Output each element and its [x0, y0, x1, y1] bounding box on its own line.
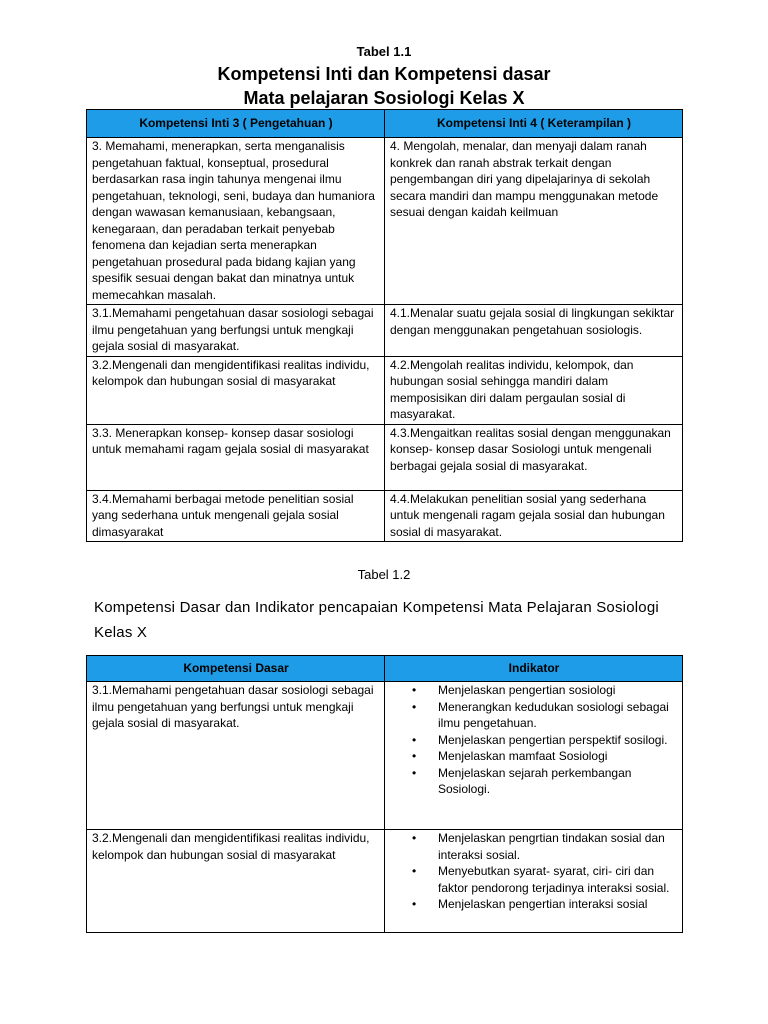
- kd-3-1-cell: 3.1.Memahami pengetahuan dasar sosiologi sebagai ilmu pengetahuan yang berfungsi untuk mengkaji gejala sosial di masyarakat.: [87, 682, 385, 830]
- competency-table: [86, 109, 683, 542]
- indicator-list: [390, 682, 678, 798]
- kd-4-4-cell: 4.4.Melakukan penelitian sosial yang sederhana untuk mengenali ragam gejala sosial dan hubungan sosial di masyarakat.: [385, 490, 683, 542]
- table-row: [87, 490, 683, 542]
- indicator-table: [86, 655, 683, 933]
- table1-label: Tabel 1.1: [356, 44, 412, 59]
- list-item: • Menerangkan kedudukan sosiologi sebagai ilmu pengetahuan.: [438, 699, 678, 732]
- ki3-cell: 3. Memahami, menerapkan, serta menganalisis pengetahuan faktual, konseptual, prosedural berdasarkan rasa ingin tahunya mengenai ilmu pengetahuan, teknologi, seni, budaya dan humaniora dengan wawasan kemanusiaan, kebangsaan, kenegaraan, dan peradaban terkait penyebab fenomena dan kejadian serta menerapkan pengetahuan prosedural pada bidang kajian yang spesifik sesuai dengan bakat dan minatnya untuk memecahkan masalah.: [87, 138, 385, 305]
- list-item: • Menjelaskan pengertian perspektif sosilogi.: [438, 732, 678, 749]
- list-item: • Menjelaskan mamfaat Sosiologi: [438, 748, 678, 765]
- indicator-list: [390, 830, 678, 913]
- kd-3-3-cell: 3.3. Menerapkan konsep- konsep dasar sosiologi untuk memahami ragam gejala sosial di masyarakat: [87, 424, 385, 490]
- header-ki4: Kompetensi Inti 4 ( Keterampilan ): [385, 110, 683, 138]
- indicator-list-cell: [385, 830, 683, 933]
- table2-title: Kompetensi Dasar dan Indikator pencapaian Kompetensi Mata Pelajaran Sosiologi Kelas X: [94, 599, 659, 641]
- kd-3-4-cell: 3.4.Memahami berbagai metode penelitian sosial yang sederhana untuk mengenali gejala sosial dimasyarakat: [87, 490, 385, 542]
- kd-3-2-cell: 3.2.Mengenali dan mengidentifikasi realitas individu, kelompok dan hubungan sosial di masyarakat: [87, 356, 385, 424]
- table-row: [87, 138, 683, 305]
- table-row: [87, 682, 683, 830]
- table-row: [87, 830, 683, 933]
- list-item: • Menjelaskan pengertian interaksi sosial: [438, 896, 678, 913]
- kd-3-2-cell: 3.2.Mengenali dan mengidentifikasi realitas individu, kelompok dan hubungan sosial di masyarakat: [87, 830, 385, 933]
- list-item: • Menjelaskan pengertian sosiologi: [438, 682, 678, 699]
- table-row: [87, 424, 683, 490]
- list-item: • Menjelaskan pengrtian tindakan sosial dan interaksi sosial.: [438, 830, 678, 863]
- table-row: [87, 356, 683, 424]
- kd-4-2-cell: 4.2.Mengolah realitas individu, kelompok, dan hubungan sosial sehingga mandiri dalam memposisikan diri dalam pergaulan sosial di masyarakat.: [385, 356, 683, 424]
- header-indikator: Indikator: [385, 656, 683, 682]
- table2-label: Tabel 1.2: [357, 567, 411, 582]
- list-item: • Menyebutkan syarat- syarat, ciri- ciri dan faktor pendorong terjadinya interaksi sosial.: [438, 863, 678, 896]
- table1-title-line2: Mata pelajaran Sosiologi Kelas X: [243, 88, 525, 108]
- table-row: [87, 305, 683, 357]
- ki4-cell: 4. Mengolah, menalar, dan menyaji dalam ranah konkrek dan ranah abstrak terkait dengan pengembangan diri yang dipelajarinya di sekolah secara mandiri dan mampu menggunakan metode sesuai dengan kaidah keilmuan: [385, 138, 683, 305]
- header-kompetensi-dasar: Kompetensi Dasar: [87, 656, 385, 682]
- header-ki3: Kompetensi Inti 3 ( Pengetahuan ): [87, 110, 385, 138]
- indicator-list-cell: [385, 682, 683, 830]
- table1-title-line1: Kompetensi Inti dan Kompetensi dasar: [217, 64, 551, 84]
- list-item: • Menjelaskan sejarah perkembangan Sosiologi.: [438, 765, 678, 798]
- kd-4-1-cell: 4.1.Menalar suatu gejala sosial di lingkungan sekiktar dengan menggunakan pengetahuan sosiologis.: [385, 305, 683, 357]
- kd-3-1-cell: 3.1.Memahami pengetahuan dasar sosiologi sebagai ilmu pengetahuan yang berfungsi untuk mengkaji gejala sosial di masyarakat.: [87, 305, 385, 357]
- kd-4-3-cell: 4.3.Mengaitkan realitas sosial dengan menggunakan konsep- konsep dasar Sosiologi untuk mengenali berbagai gejala sosial di masyarakat.: [385, 424, 683, 490]
